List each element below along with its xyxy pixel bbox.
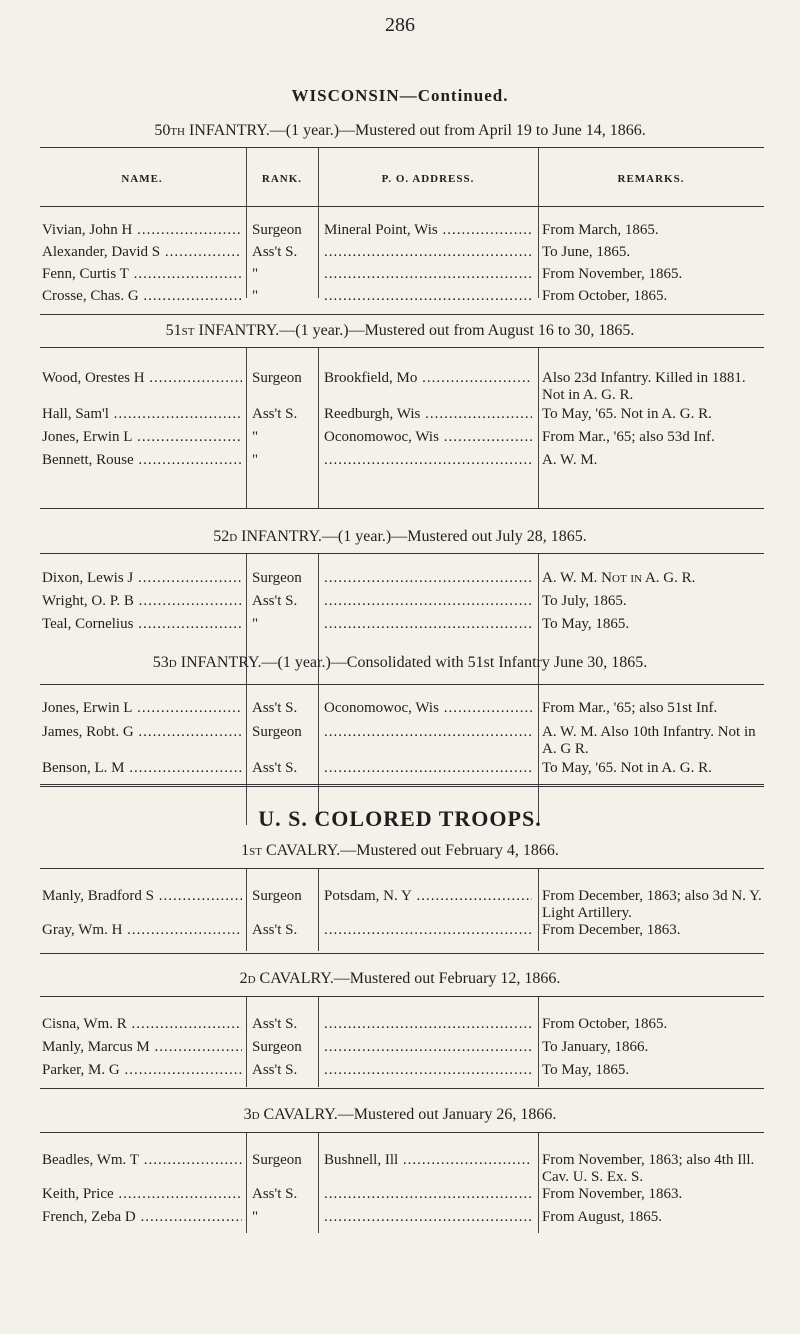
column-divider xyxy=(318,869,319,951)
section-title: 2d CAVALRY.—Mustered out February 12, 1866. xyxy=(239,970,561,987)
header-rank: RANK. xyxy=(261,173,303,185)
column-divider xyxy=(246,1133,247,1233)
section-title: 50th INFANTRY.—(1 year.)—Mustered out from April 19 to June 14, 1866. xyxy=(154,122,646,139)
column-divider xyxy=(538,1133,539,1233)
column-divider xyxy=(246,869,247,951)
section-rule xyxy=(40,684,764,685)
column-divider xyxy=(318,997,319,1087)
column-divider xyxy=(246,685,247,825)
section-rule xyxy=(40,868,764,869)
column-divider xyxy=(246,148,247,298)
column-divider xyxy=(538,148,539,298)
section-title: 52d INFANTRY.—(1 year.)—Mustered out July 28, 1865. xyxy=(213,528,587,545)
section-title: 3d CAVALRY.—Mustered out January 26, 1866. xyxy=(243,1106,557,1123)
section-rule xyxy=(40,508,764,509)
header-remarks: REMARKS. xyxy=(617,173,685,185)
section-title: 53d INFANTRY.—(1 year.)—Consolidated with 51st Infantry June 30, 1865. xyxy=(152,654,648,671)
column-divider xyxy=(318,1133,319,1233)
column-divider xyxy=(246,348,247,508)
section-rule xyxy=(40,953,764,954)
header-name: NAME. xyxy=(121,173,163,185)
section-rule xyxy=(40,347,764,348)
state-title: WISCONSIN—Continued. xyxy=(291,86,509,105)
header-address: P. O. ADDRESS. xyxy=(381,173,475,185)
colored-troops-title: U. S. COLORED TROOPS. xyxy=(258,806,542,831)
column-divider xyxy=(318,348,319,508)
section-rule xyxy=(40,1088,764,1089)
section-rule xyxy=(40,553,764,554)
page-number: 286 xyxy=(385,14,415,36)
section-rule xyxy=(40,1132,764,1133)
section-rule xyxy=(40,314,764,315)
header-rule xyxy=(40,206,764,207)
column-divider xyxy=(318,148,319,298)
table-top-rule xyxy=(40,147,764,148)
column-divider xyxy=(538,348,539,508)
section-title: 1st CAVALRY.—Mustered out February 4, 1866. xyxy=(241,842,559,859)
column-divider xyxy=(538,869,539,951)
column-divider xyxy=(538,997,539,1087)
section-title: 51st INFANTRY.—(1 year.)—Mustered out from August 16 to 30, 1865. xyxy=(165,322,635,339)
column-divider xyxy=(538,685,539,825)
section-rule xyxy=(40,996,764,997)
double-rule xyxy=(40,784,764,787)
column-divider xyxy=(246,997,247,1087)
column-divider xyxy=(318,685,319,825)
